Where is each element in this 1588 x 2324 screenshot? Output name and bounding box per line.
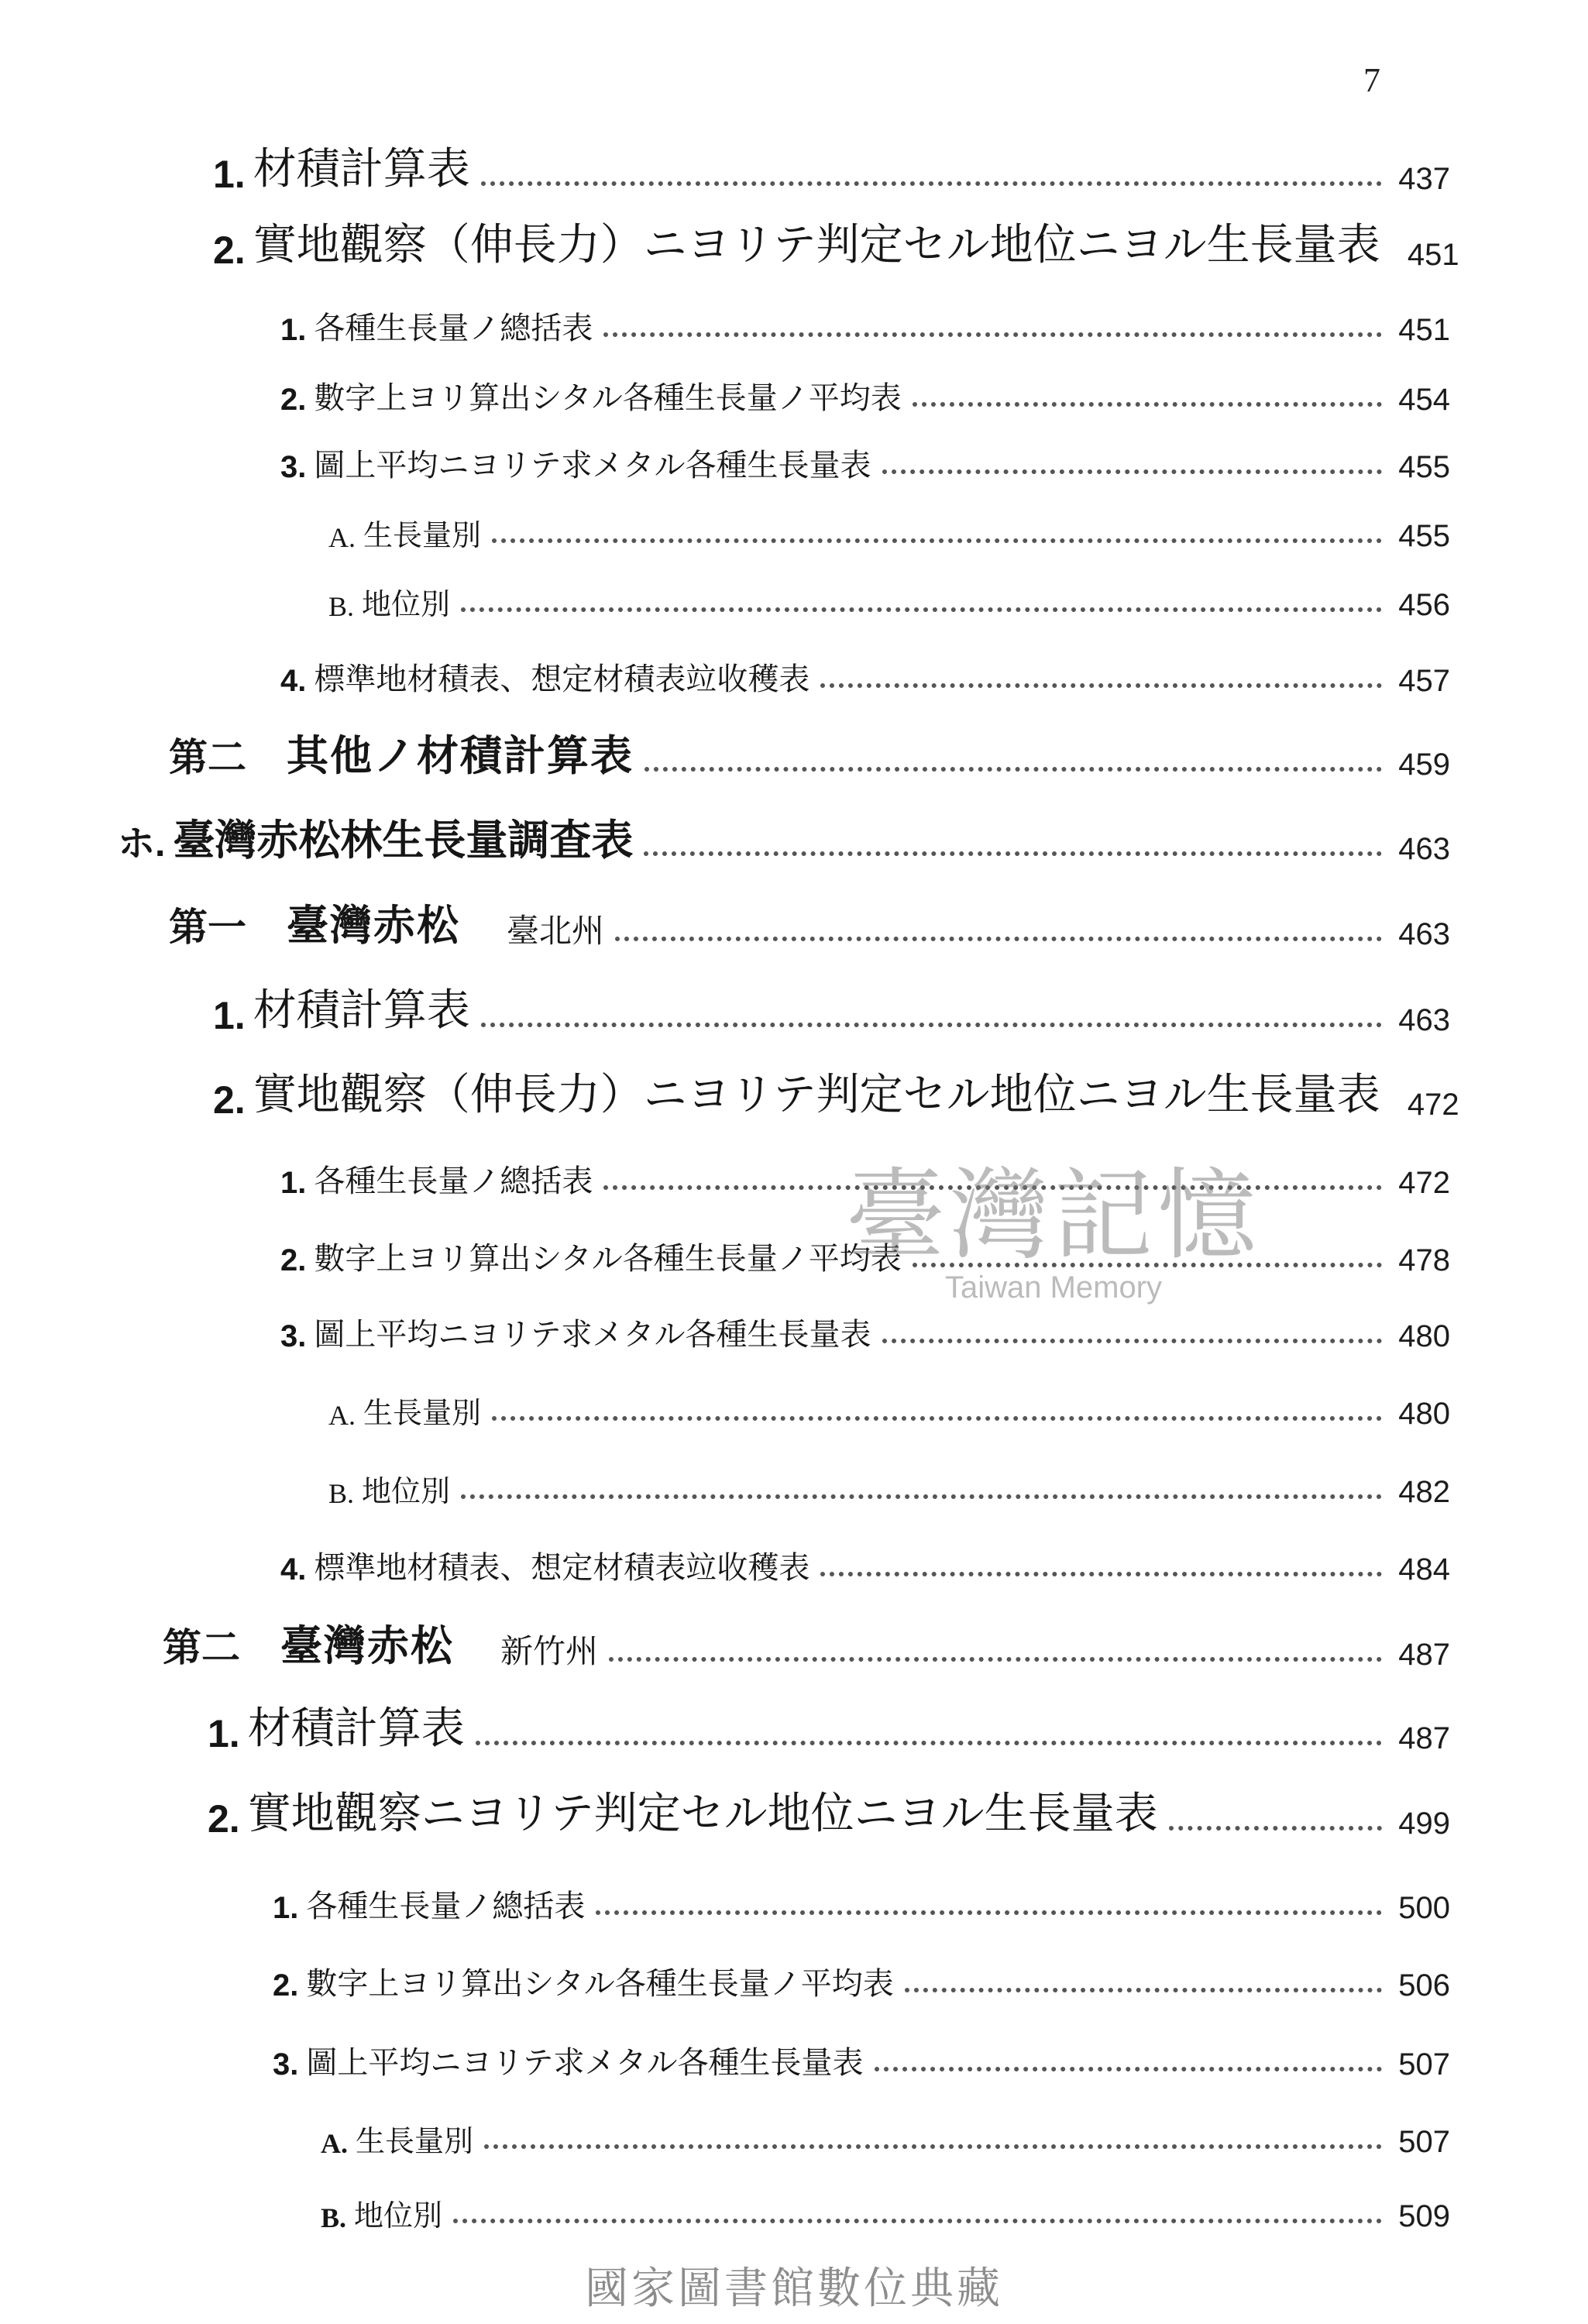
section-number: 第二: [163, 1626, 240, 1669]
entry-title: 地位別: [362, 587, 451, 621]
entry-number: 2.: [213, 1078, 246, 1122]
dot-leader: [820, 1572, 1382, 1576]
entry-page: 480: [1398, 1397, 1450, 1431]
toc-section-entry: [169, 895, 1450, 952]
entry-title: 數字上ヨリ算出シタル各種生長量ノ平均表: [306, 1966, 894, 2002]
entry-title: 實地觀察ニヨリテ判定セル地位ニヨル生長量表: [247, 1789, 1158, 1839]
section-number: 第二: [169, 736, 246, 779]
dot-leader: [1169, 1826, 1382, 1831]
section-number: 第一: [169, 906, 246, 949]
toc-entry: [208, 1699, 1450, 1756]
entry-number: 4.: [280, 664, 307, 698]
entry-number: A.: [328, 1400, 356, 1431]
entry-page: 457: [1398, 664, 1450, 698]
entry-page: 459: [1398, 748, 1450, 782]
toc-section-entry: [169, 725, 1450, 782]
entry-page: 456: [1398, 588, 1450, 622]
entry-number: 2.: [208, 1797, 240, 1841]
archive-footer: 國家圖書館數位典藏: [585, 2264, 1003, 2314]
toc-entry: [328, 566, 1450, 623]
dot-leader: [603, 1185, 1382, 1190]
entry-title: 生長量別: [363, 1396, 482, 1430]
entry-number: 3.: [280, 450, 307, 484]
toc-entry: [280, 1143, 1450, 1201]
entry-title: 圖上平均ニヨリテ求メタル各種生長量表: [306, 2045, 864, 2081]
entry-page: 500: [1398, 1891, 1450, 1925]
entry-title: 臺灣赤松: [287, 900, 460, 950]
dot-leader: [875, 2067, 1382, 2071]
toc-entry: [280, 1297, 1450, 1354]
toc-entry: [273, 1946, 1450, 2003]
entry-page: 472: [1407, 1088, 1459, 1122]
entry-page: 484: [1398, 1552, 1450, 1587]
entry-page: 507: [1398, 2047, 1450, 2082]
entry-title: 臺灣赤松: [280, 1621, 454, 1670]
entry-number: 2.: [273, 1968, 299, 2003]
entry-page: 451: [1407, 238, 1459, 272]
dot-leader: [461, 1494, 1382, 1499]
entry-title: 實地觀察（伸長力）ニヨリテ判定セル地位ニヨル生長量表: [253, 220, 1380, 270]
entry-page: 451: [1398, 313, 1450, 347]
entry-page: 480: [1398, 1319, 1450, 1353]
toc-entry: [280, 290, 1450, 348]
toc-entry: [280, 428, 1450, 485]
entry-number: B.: [321, 2202, 347, 2233]
toc-section-entry: [163, 1615, 1450, 1673]
entry-region: 新竹州: [500, 1632, 599, 1670]
dot-leader: [484, 2144, 1382, 2149]
dot-leader: [820, 683, 1382, 688]
toc-chapter-entry: [118, 810, 1450, 867]
entry-title: 材積計算表: [247, 1703, 465, 1754]
dot-leader: [882, 469, 1382, 474]
entry-number: B.: [328, 591, 355, 622]
entry-title: 數字上ヨリ算出シタル各種生長量ノ平均表: [314, 1241, 902, 1277]
toc-entry: [321, 2177, 1450, 2234]
entry-title: 數字上ヨリ算出シタル各種生長量ノ平均表: [314, 380, 902, 416]
watermark-english-text: Taiwan Memory: [944, 1270, 1163, 1305]
entry-page: 478: [1398, 1243, 1450, 1277]
entry-number: 3.: [273, 2047, 299, 2082]
dot-leader: [644, 851, 1382, 856]
entry-page: 463: [1398, 917, 1450, 951]
toc-entry: [280, 1530, 1450, 1587]
page-number: 7: [1363, 61, 1380, 99]
entry-number: 1.: [280, 313, 307, 347]
entry-title: 材積計算表: [253, 985, 470, 1036]
dot-leader: [492, 1416, 1382, 1421]
entry-title: 臺灣赤松林生長量調査表: [173, 815, 634, 865]
entry-title: 地位別: [354, 2199, 443, 2233]
entry-number: 1.: [208, 1712, 240, 1755]
dot-leader: [913, 1263, 1382, 1267]
toc-entry: [321, 2102, 1450, 2160]
entry-number: 1.: [213, 153, 246, 196]
entry-title: 生長量別: [363, 518, 482, 552]
entry-title: 標準地材積表、想定材積表竝收穫表: [314, 1550, 810, 1586]
entry-page: 455: [1398, 519, 1450, 553]
entry-title: 標準地材積表、想定材積表竝收穫表: [314, 662, 810, 697]
toc-entry: [280, 641, 1450, 699]
entry-title: 圖上平均ニヨリテ求メタル各種生長量表: [314, 448, 871, 483]
entry-title: 各種生長量ノ總括表: [314, 311, 593, 346]
toc-entry: [273, 1868, 1450, 1926]
dot-leader: [492, 538, 1382, 543]
dot-leader: [481, 1023, 1382, 1027]
entry-number: A.: [321, 2128, 348, 2159]
toc-entry: [273, 2025, 1450, 2082]
entry-page: 463: [1398, 1003, 1450, 1037]
entry-number: 2.: [213, 229, 246, 272]
dot-leader: [882, 1339, 1382, 1343]
entry-title: 實地觀察（伸長力）ニヨリテ判定セル地位ニヨル生長量表: [253, 1070, 1380, 1120]
entry-number: 4.: [280, 1552, 307, 1587]
dot-leader: [644, 767, 1382, 772]
entry-title: 材積計算表: [253, 144, 470, 194]
entry-page: 487: [1398, 1721, 1450, 1755]
entry-page: 499: [1398, 1807, 1450, 1841]
entry-page: 437: [1398, 162, 1450, 196]
toc-entry: [328, 1452, 1450, 1510]
entry-title: 各種生長量ノ總括表: [306, 1889, 586, 1924]
entry-number: 3.: [280, 1319, 307, 1353]
dot-leader: [609, 1657, 1382, 1662]
dot-leader: [913, 402, 1382, 407]
dot-leader: [615, 937, 1382, 941]
entry-number: 1.: [273, 1891, 299, 1925]
entry-number: 2.: [280, 1243, 307, 1277]
dot-leader: [596, 1910, 1382, 1915]
entry-number: 1.: [213, 994, 246, 1037]
dot-leader: [905, 1988, 1382, 1992]
entry-number: A.: [328, 522, 356, 553]
entry-page: 509: [1398, 2199, 1450, 2233]
entry-page: 454: [1398, 383, 1450, 417]
toc-entry: [213, 139, 1450, 197]
toc-entry: [328, 497, 1450, 554]
toc-entry: [280, 1221, 1450, 1278]
entry-page: 487: [1398, 1638, 1450, 1672]
toc-entry: [213, 215, 1459, 273]
dot-leader: [453, 2219, 1382, 2223]
entry-page: 472: [1398, 1166, 1450, 1200]
entry-page: 463: [1398, 832, 1450, 866]
dot-leader: [603, 332, 1382, 337]
entry-title: 其他ノ材積計算表: [287, 731, 634, 780]
entry-number: B.: [328, 1478, 355, 1509]
watermark-logo-text: 臺灣記憶: [845, 1158, 1261, 1274]
entry-page: 507: [1398, 2125, 1450, 2159]
toc-entry: [328, 1374, 1450, 1432]
toc-entry: [213, 1065, 1459, 1122]
entry-title: 各種生長量ノ總括表: [314, 1164, 593, 1199]
entry-page: 455: [1398, 450, 1450, 484]
dot-leader: [461, 607, 1382, 612]
toc-entry: [280, 360, 1450, 418]
dot-leader: [481, 181, 1382, 186]
entry-page: 506: [1398, 1968, 1450, 2003]
entry-number: 1.: [280, 1166, 307, 1200]
entry-number: 2.: [280, 383, 307, 417]
entry-title: 生長量別: [356, 2124, 474, 2158]
toc-entry: [213, 981, 1450, 1038]
entry-title: 地位別: [362, 1474, 451, 1508]
entry-title: 圖上平均ニヨリテ求メタル各種生長量表: [314, 1317, 871, 1353]
dot-leader: [476, 1741, 1382, 1745]
entry-page: 482: [1398, 1475, 1450, 1509]
entry-region: 臺北州: [507, 912, 605, 950]
toc-entry: [208, 1784, 1450, 1841]
chapter-marker: ホ.: [118, 823, 166, 865]
